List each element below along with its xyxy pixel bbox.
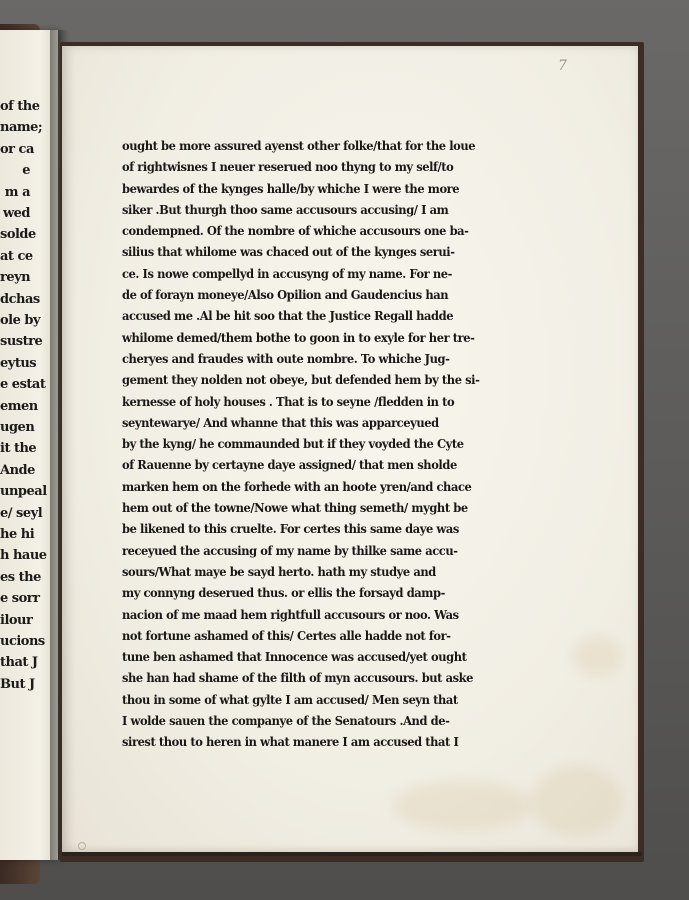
- text-line: marken hem on the forhede with an hoote yren/and chace: [122, 479, 472, 494]
- text-line: hem out of the towne/Nowe what thing semeth/ myght be: [122, 501, 468, 516]
- text-line: of Rauenne by certayne daye assigned/ that men sholde: [122, 458, 457, 473]
- text-line: my connyng deserued thus. or ellis the forsayd damp-: [122, 586, 445, 601]
- text-line: I wolde sauen the companye of the Senatours .And de-: [122, 714, 450, 729]
- text-line: seyntewarye/ And whanne that this was apparceyued: [122, 415, 439, 430]
- facing-text-fragment: But J: [0, 676, 35, 692]
- facing-text-fragment: e estat: [0, 377, 46, 393]
- facing-text-fragment: dchas: [0, 291, 40, 307]
- facing-text-fragment: at ce: [0, 248, 33, 264]
- text-line: whilome demed/them bothe to goon in to exyle for her tre-: [122, 330, 475, 345]
- text-line: bewardes of the kynges halle/by whiche I were the more: [122, 181, 460, 196]
- text-line: tune ben ashamed that Innocence was accused/yet ought: [122, 650, 467, 665]
- body-text: [122, 136, 482, 754]
- facing-text-fragment: of the: [0, 99, 40, 114]
- text-line: of rightwisnes I neuer reserued noo thyng to my self/to: [122, 160, 454, 175]
- facing-text-fragment: ucions: [0, 634, 45, 649]
- text-line: de of forayn moneye/Also Opilion and Gaudencius han: [122, 288, 449, 303]
- water-stain: [572, 636, 622, 676]
- text-line: silius that whilome was chaced out of the kynges serui-: [122, 245, 455, 260]
- text-line: she han had shame of the filth of myn accusours. but aske: [122, 671, 474, 686]
- facing-text-fragment: Ande: [0, 462, 35, 478]
- facing-text-fragment: eytus: [0, 355, 37, 371]
- facing-text-fragment: or ca: [0, 141, 34, 157]
- text-line: by the kyng/ he commaunded but if they voyded the Cyte: [122, 437, 464, 452]
- text-line: kernesse of holy houses . That is to seyne /fledden in to: [122, 394, 455, 409]
- text-line: accused me .Al be hit soo that the Justice Regall hadde: [122, 309, 454, 324]
- folio-number: 7: [558, 58, 567, 74]
- facing-text-fragment: reyn: [0, 270, 31, 286]
- text-line: cheryes and fraudes with oute nombre. To whiche Jug-: [122, 351, 450, 366]
- text-line: nacion of me maad hem rightfull accusours or noo. Was: [122, 607, 459, 622]
- facing-text-fragment: solde: [0, 227, 36, 243]
- text-line: gement they nolden not obeye, but defended hem by the si-: [122, 373, 480, 388]
- facing-text-fragment: emen: [0, 398, 38, 414]
- facing-text-fragment: ilour: [0, 612, 33, 628]
- facing-text-fragment: m a: [4, 184, 30, 200]
- text-line: sours/What maye be sayd herto. hath my studye and: [122, 564, 436, 579]
- text-line: sirest thou to heren in what manere I am accused that I: [122, 735, 459, 750]
- facing-text-fragment: e/ seyl: [0, 505, 43, 521]
- facing-text-fragment: it the: [0, 441, 37, 457]
- text-line: condempned. Of the nombre of whiche accusours one ba-: [122, 224, 469, 239]
- facing-text-fragment: ugen: [0, 420, 35, 435]
- facing-text-fragment: e sorr: [0, 591, 40, 607]
- text-line: siker .But thurgh thoo same accusours accusing/ I am: [122, 202, 449, 217]
- page-bottom-edge: [62, 852, 642, 856]
- facing-text-fragment: name;: [0, 120, 43, 136]
- text-line: be likened to this cruelte. For certes this same daye was: [122, 522, 459, 537]
- facing-text-fragment: e: [22, 163, 30, 179]
- page-corner-mark: [78, 842, 86, 850]
- facing-text-fragment: sustre: [0, 334, 43, 350]
- text-line: ce. Is nowe compellyd in accusyng of my name. For ne-: [122, 266, 452, 281]
- facing-text-fragment: es the: [0, 569, 41, 585]
- text-line: ought be more assured ayenst other folke/that for the loue: [122, 139, 476, 153]
- facing-text-fragment: wed: [2, 206, 30, 221]
- water-stain: [392, 781, 532, 831]
- text-line: receyued the accusing of my name by thilke same accu-: [122, 543, 458, 558]
- facing-text-fragment: h haue: [0, 548, 47, 564]
- text-line: thou in some of what gylte I am accused/ Men seyn that: [122, 692, 458, 707]
- facing-text-fragment: unpeal: [0, 484, 47, 500]
- text-line: not fortune ashamed of this/ Certes alle hadde not for-: [122, 628, 451, 643]
- water-stain: [532, 766, 622, 836]
- facing-text-fragment: that J: [0, 655, 38, 671]
- facing-text-fragment: he hi: [0, 527, 35, 542]
- facing-text-fragment: ole by: [0, 313, 41, 328]
